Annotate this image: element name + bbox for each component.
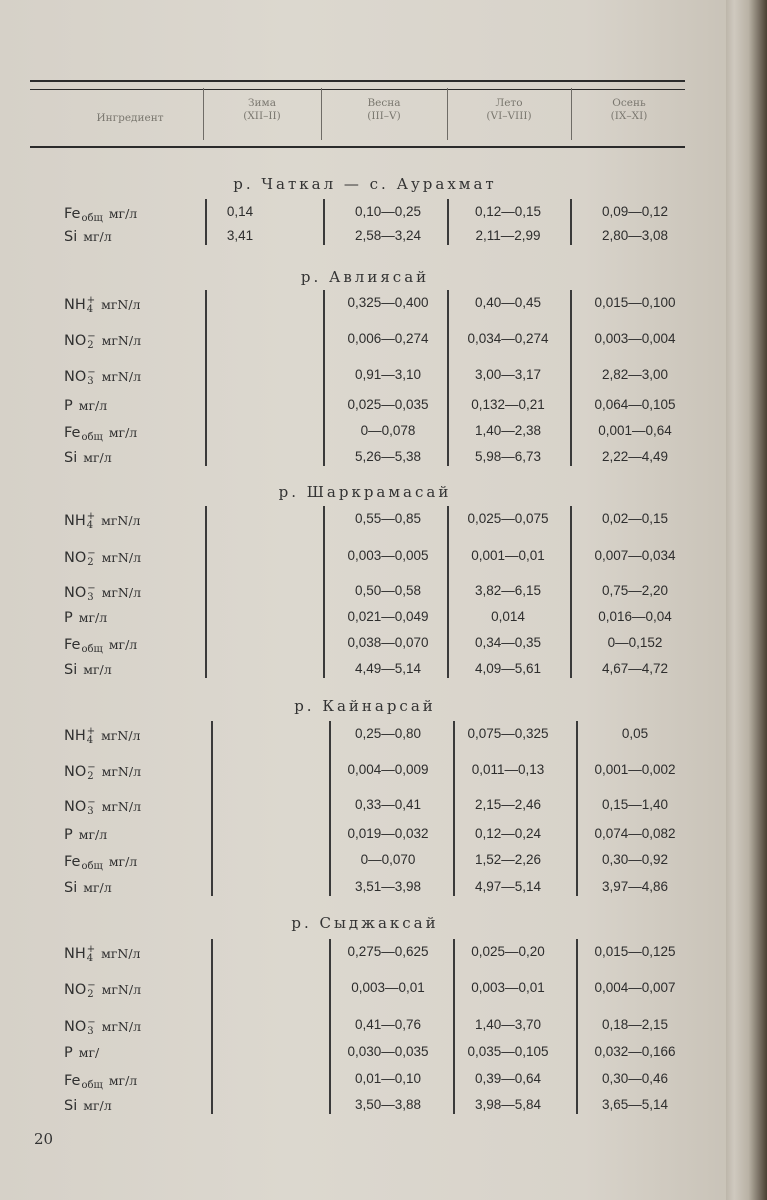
value-spring: 0,006—0,274 <box>347 331 429 346</box>
value-autumn: 0,003—0,004 <box>594 331 676 346</box>
chemical-symbol: Si <box>64 1098 78 1114</box>
unit-label: мгN/л <box>101 333 142 348</box>
value-spring: 0,50—0,58 <box>354 583 422 598</box>
ingredient-label <box>64 398 107 414</box>
ingredient-label <box>64 229 112 245</box>
column-rule <box>323 506 325 678</box>
unit-label: мг/л <box>108 1073 138 1088</box>
chemical-indices <box>87 945 95 963</box>
charge-superscript: − <box>87 980 96 991</box>
value-spring: 0,003—0,005 <box>347 548 429 563</box>
header-separator <box>571 88 572 140</box>
value-autumn: 0,001—0,64 <box>598 423 672 438</box>
value-summer: 0,132—0,21 <box>471 397 545 412</box>
value-spring: 0,003—0,01 <box>351 980 425 995</box>
value-autumn: 2,80—3,08 <box>601 228 669 243</box>
header-ingredient: Ингредиент <box>96 112 164 124</box>
value-autumn: 0,016—0,04 <box>598 609 672 624</box>
subscript: 3 <box>87 806 94 817</box>
subscript: 3 <box>87 376 94 387</box>
chemical-indices <box>87 549 95 567</box>
value-summer: 0,035—0,105 <box>467 1044 549 1059</box>
value-summer: 0,001—0,01 <box>471 548 545 563</box>
ingredient-label <box>64 763 141 781</box>
chemical-indices <box>81 1072 102 1090</box>
ingredient-label <box>64 584 141 602</box>
header-spring-months: (III–V) <box>367 110 401 122</box>
value-autumn: 0,064—0,105 <box>594 397 676 412</box>
charge-superscript: − <box>87 367 96 378</box>
subscript: общ <box>81 861 103 872</box>
unit-label: мг/л <box>78 398 108 413</box>
subscript: 4 <box>86 304 94 315</box>
page-number: 20 <box>34 1130 54 1148</box>
charge-superscript: − <box>87 762 96 773</box>
value-spring: 0—0,070 <box>360 852 416 867</box>
unit-label: мгN/л <box>101 799 142 814</box>
ingredient-label <box>64 1098 112 1114</box>
header-summer-months: (VI–VIII) <box>486 110 532 122</box>
ingredient-label <box>64 610 107 626</box>
charge-superscript: + <box>86 726 96 737</box>
subscript: 2 <box>87 771 94 782</box>
value-autumn: 0,032—0,166 <box>594 1044 676 1059</box>
header-autumn-months: (IX–XI) <box>610 110 648 122</box>
value-autumn: 0,015—0,100 <box>594 295 676 310</box>
value-summer: 3,82—6,15 <box>474 583 542 598</box>
ingredient-label <box>64 512 141 530</box>
ingredient-label <box>64 880 112 896</box>
section-title: р. Чаткал — с. Аурахмат <box>233 175 497 193</box>
value-autumn: 0,15—1,40 <box>601 797 669 812</box>
column-rule <box>205 290 207 466</box>
chemical-indices <box>81 205 102 223</box>
charge-superscript: − <box>87 1017 96 1028</box>
subscript: 3 <box>87 1026 94 1037</box>
value-summer: 0,12—0,15 <box>474 204 542 219</box>
header-winter-label: Зима <box>248 97 276 109</box>
chemical-indices <box>87 727 95 745</box>
ingredient-label <box>64 1072 137 1090</box>
unit-label: мг/л <box>108 854 138 869</box>
value-spring: 3,50—3,88 <box>354 1097 422 1112</box>
value-spring: 0,55—0,85 <box>354 511 422 526</box>
chemical-symbol: NO <box>64 764 87 780</box>
value-summer: 3,00—3,17 <box>474 367 542 382</box>
value-autumn: 3,97—4,86 <box>601 879 669 894</box>
charge-superscript: − <box>87 331 96 342</box>
chemical-indices <box>87 981 95 999</box>
ingredient-label <box>64 424 137 442</box>
unit-label: мг/л <box>78 827 108 842</box>
chemical-symbol: NH <box>64 513 86 529</box>
chemical-symbol: NO <box>64 982 87 998</box>
value-summer: 1,40—3,70 <box>474 1017 542 1032</box>
chemical-symbol: NO <box>64 333 87 349</box>
header-spring <box>324 97 444 123</box>
chemical-indices <box>87 1018 95 1036</box>
chemical-symbol: NO <box>64 585 87 601</box>
chemical-symbol: Si <box>64 880 78 896</box>
ingredient-label <box>64 798 141 816</box>
value-autumn: 0,05 <box>621 726 649 741</box>
unit-label: мг/л <box>108 206 138 221</box>
value-summer: 3,98—5,84 <box>474 1097 542 1112</box>
column-rule <box>570 290 572 466</box>
value-spring: 0,41—0,76 <box>354 1017 422 1032</box>
charge-superscript: − <box>87 583 96 594</box>
value-autumn: 3,65—5,14 <box>601 1097 669 1112</box>
charge-superscript: + <box>86 511 96 522</box>
chemical-symbol: NH <box>64 946 86 962</box>
value-summer: 4,09—5,61 <box>474 661 542 676</box>
value-summer: 1,52—2,26 <box>474 852 542 867</box>
chemical-symbol: P <box>64 1045 73 1061</box>
unit-label: мг/л <box>108 637 138 652</box>
value-autumn: 0,30—0,92 <box>601 852 669 867</box>
value-autumn: 0,18—2,15 <box>601 1017 669 1032</box>
value-spring: 0,038—0,070 <box>347 635 429 650</box>
chemical-indices <box>87 584 95 602</box>
charge-superscript: + <box>86 944 96 955</box>
value-summer: 0,003—0,01 <box>471 980 545 995</box>
column-rule <box>570 506 572 678</box>
value-spring: 2,58—3,24 <box>354 228 422 243</box>
value-summer: 0,12—0,24 <box>474 826 542 841</box>
value-autumn: 0,75—2,20 <box>601 583 669 598</box>
chemical-indices <box>81 853 102 871</box>
table-header-top-rule <box>30 89 685 90</box>
header-separator <box>321 88 322 140</box>
unit-label: мг/ <box>78 1045 100 1060</box>
chemical-indices <box>87 332 95 350</box>
value-spring: 0,025—0,035 <box>347 397 429 412</box>
charge-superscript: − <box>87 797 96 808</box>
column-rule <box>205 506 207 678</box>
value-autumn: 2,22—4,49 <box>601 449 669 464</box>
ingredient-label <box>64 827 107 843</box>
header-winter-months: (XII–II) <box>243 110 281 122</box>
value-autumn: 0,015—0,125 <box>594 944 676 959</box>
value-spring: 0—0,078 <box>360 423 416 438</box>
chemical-indices <box>87 798 95 816</box>
ingredient-label <box>64 368 141 386</box>
value-winter: 0,14 <box>226 204 254 219</box>
chemical-indices <box>87 512 95 530</box>
unit-label: мг/л <box>83 662 112 677</box>
chemical-symbol: NO <box>64 550 87 566</box>
header-separator <box>447 88 448 140</box>
subscript: 3 <box>87 592 94 603</box>
ingredient-label <box>64 945 141 963</box>
value-spring: 0,004—0,009 <box>347 762 429 777</box>
ingredient-label <box>64 727 141 745</box>
unit-label: мг/л <box>83 1098 112 1113</box>
header-spring-label: Весна <box>367 97 401 109</box>
value-autumn: 0,004—0,007 <box>594 980 676 995</box>
chemical-symbol: NO <box>64 1019 87 1035</box>
chemical-symbol: NO <box>64 369 87 385</box>
chemical-symbol: Fe <box>64 637 81 653</box>
value-spring: 0,10—0,25 <box>354 204 422 219</box>
chemical-symbol: Fe <box>64 1073 81 1089</box>
header-autumn-label: Осень <box>612 97 646 109</box>
header-summer <box>450 97 568 123</box>
value-summer: 0,014 <box>491 609 525 624</box>
value-summer: 0,025—0,20 <box>471 944 545 959</box>
chemical-indices <box>81 636 102 654</box>
unit-label: мгN/л <box>101 297 141 312</box>
value-summer: 4,97—5,14 <box>474 879 542 894</box>
header-winter <box>206 97 318 123</box>
value-summer: 0,34—0,35 <box>474 635 542 650</box>
value-summer: 0,034—0,274 <box>467 331 549 346</box>
header-summer-label: Лето <box>495 97 523 109</box>
chemical-symbol: Fe <box>64 854 81 870</box>
unit-label: мг/л <box>108 425 138 440</box>
subscript: общ <box>81 644 103 655</box>
table-top-rule <box>30 80 685 82</box>
value-spring: 0,275—0,625 <box>347 944 429 959</box>
ingredient-label <box>64 450 112 466</box>
value-summer: 0,025—0,075 <box>467 511 549 526</box>
value-autumn: 0—0,152 <box>607 635 663 650</box>
unit-label: мгN/л <box>101 585 142 600</box>
ingredient-label <box>64 296 141 314</box>
ingredient-label <box>64 662 112 678</box>
value-summer: 0,39—0,64 <box>474 1071 542 1086</box>
subscript: общ <box>81 432 103 443</box>
chemical-symbol: P <box>64 610 73 626</box>
unit-label: мг/л <box>83 450 112 465</box>
value-spring: 5,26—5,38 <box>354 449 422 464</box>
value-autumn: 0,02—0,15 <box>601 511 669 526</box>
section-title: р. Сыджаксай <box>291 914 439 932</box>
chemical-indices <box>87 763 95 781</box>
unit-label: мгN/л <box>101 550 142 565</box>
value-autumn: 0,001—0,002 <box>594 762 676 777</box>
value-spring: 0,325—0,400 <box>347 295 429 310</box>
header-autumn <box>574 97 684 123</box>
value-autumn: 2,82—3,00 <box>601 367 669 382</box>
ingredient-label <box>64 332 141 350</box>
value-spring: 0,01—0,10 <box>354 1071 422 1086</box>
chemical-symbol: Fe <box>64 425 81 441</box>
value-spring: 0,33—0,41 <box>354 797 422 812</box>
next-page-edge <box>726 0 767 1200</box>
chemical-symbol: Si <box>64 662 78 678</box>
value-spring: 0,030—0,035 <box>347 1044 429 1059</box>
value-summer: 0,075—0,325 <box>467 726 549 741</box>
value-autumn: 0,09—0,12 <box>601 204 669 219</box>
chemical-symbol: NH <box>64 728 86 744</box>
column-rule <box>323 199 325 245</box>
subscript: 4 <box>86 953 94 964</box>
value-spring: 0,91—3,10 <box>354 367 422 382</box>
value-spring: 3,51—3,98 <box>354 879 422 894</box>
subscript: 2 <box>87 989 94 1000</box>
charge-superscript: − <box>87 548 96 559</box>
charge-superscript: + <box>86 295 96 306</box>
column-rule <box>323 290 325 466</box>
chemical-symbol: P <box>64 398 73 414</box>
chemical-indices <box>81 424 102 442</box>
chemical-indices <box>87 296 95 314</box>
value-winter: 3,41 <box>226 228 254 243</box>
subscript: 2 <box>87 557 94 568</box>
value-autumn: 0,007—0,034 <box>594 548 676 563</box>
chemical-symbol: Si <box>64 450 78 466</box>
value-spring: 0,019—0,032 <box>347 826 429 841</box>
unit-label: мг/л <box>83 229 112 244</box>
value-autumn: 0,30—0,46 <box>601 1071 669 1086</box>
unit-label: мг/л <box>83 880 112 895</box>
table-header-bottom-rule <box>30 146 685 148</box>
unit-label: мгN/л <box>101 513 141 528</box>
value-summer: 2,15—2,46 <box>474 797 542 812</box>
unit-label: мгN/л <box>101 982 142 997</box>
chemical-symbol: Si <box>64 229 78 245</box>
value-summer: 1,40—2,38 <box>474 423 542 438</box>
value-autumn: 4,67—4,72 <box>601 661 669 676</box>
subscript: общ <box>81 213 103 224</box>
ingredient-label <box>64 1018 141 1036</box>
section-title: р. Кайнарсай <box>294 697 436 715</box>
value-spring: 0,021—0,049 <box>347 609 429 624</box>
unit-label: мгN/л <box>101 1019 142 1034</box>
value-summer: 5,98—6,73 <box>474 449 542 464</box>
chemical-symbol: P <box>64 827 73 843</box>
subscript: 4 <box>86 520 94 531</box>
unit-label: мгN/л <box>101 728 141 743</box>
column-rule <box>570 199 572 245</box>
chemical-symbol: NO <box>64 799 87 815</box>
unit-label: мгN/л <box>101 764 142 779</box>
value-summer: 0,40—0,45 <box>474 295 542 310</box>
ingredient-label <box>64 636 137 654</box>
section-title: р. Шаркрамасай <box>278 483 452 501</box>
chemical-indices <box>87 368 95 386</box>
ingredient-label <box>64 205 137 223</box>
subscript: общ <box>81 1080 103 1091</box>
chemical-symbol: Fe <box>64 206 81 222</box>
ingredient-label <box>64 981 141 999</box>
subscript: 2 <box>87 340 94 351</box>
value-summer: 0,011—0,13 <box>471 762 545 777</box>
column-rule <box>211 721 213 896</box>
subscript: 4 <box>86 735 94 746</box>
header-separator <box>203 88 204 140</box>
unit-label: мгN/л <box>101 369 142 384</box>
ingredient-label <box>64 1045 99 1061</box>
unit-label: мг/л <box>78 610 108 625</box>
column-rule <box>211 939 213 1114</box>
ingredient-label <box>64 853 137 871</box>
unit-label: мгN/л <box>101 946 141 961</box>
chemical-symbol: NH <box>64 297 86 313</box>
value-spring: 4,49—5,14 <box>354 661 422 676</box>
ingredient-label <box>64 549 141 567</box>
value-spring: 0,25—0,80 <box>354 726 422 741</box>
value-summer: 2,11—2,99 <box>475 228 541 243</box>
section-title: р. Авлиясай <box>300 268 430 286</box>
value-autumn: 0,074—0,082 <box>594 826 676 841</box>
